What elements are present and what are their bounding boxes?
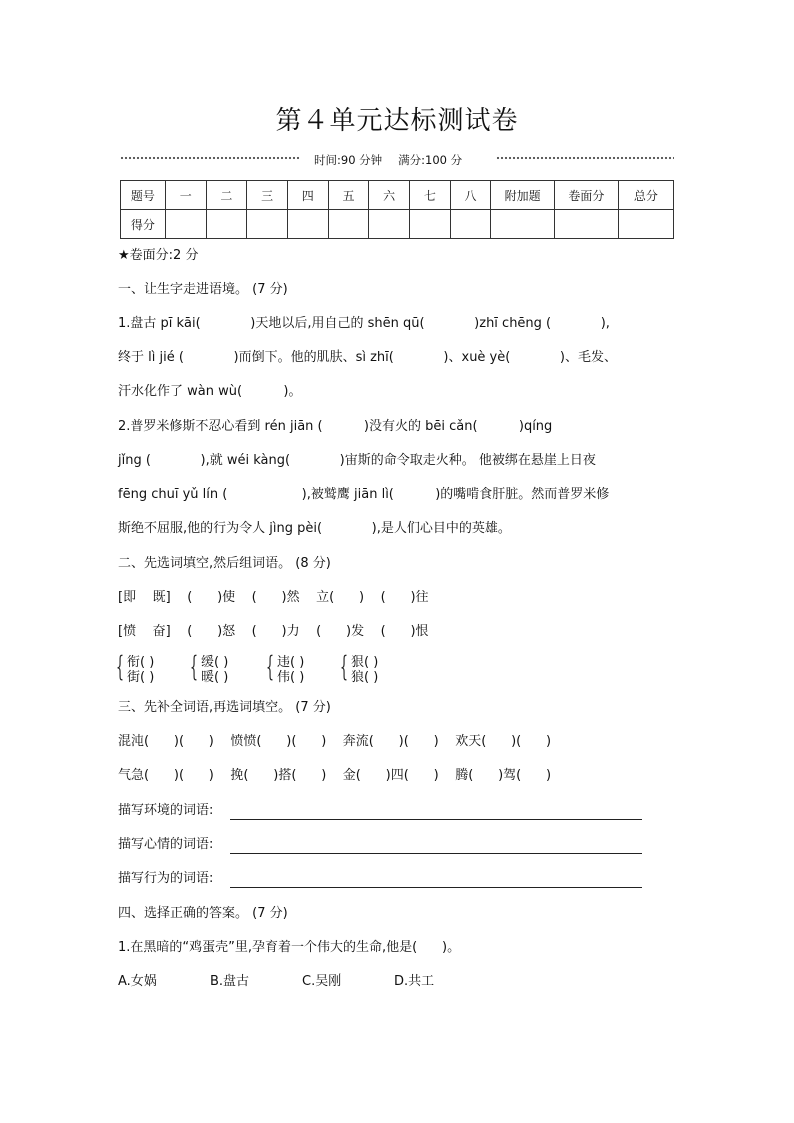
score-cell[interactable] <box>206 210 247 239</box>
action-words-answer-line[interactable] <box>230 887 642 888</box>
score-cell[interactable] <box>287 210 328 239</box>
s1-line-1: 1.盘古 pī kāi( )天地以后,用自己的 shēn qū( )zhī chēng ( ), <box>118 316 610 331</box>
brace-item: 狠( ) <box>351 655 379 670</box>
header-cell: 二 <box>206 181 247 210</box>
s2-line-2: [愤 奋] ( )怒 ( )力 ( )发 ( )恨 <box>118 624 429 639</box>
brace-item: 街( ) <box>127 670 155 685</box>
score-cell[interactable] <box>618 210 673 239</box>
action-words-label: 描写行为的词语: <box>118 871 214 886</box>
score-cell[interactable] <box>555 210 619 239</box>
header-cell: 四 <box>287 181 328 210</box>
curly-brace-icon: { <box>116 650 125 683</box>
score-cell[interactable] <box>450 210 491 239</box>
header-cell: 卷面分 <box>555 181 619 210</box>
score-cell[interactable] <box>328 210 369 239</box>
curly-brace-icon: { <box>190 650 199 683</box>
brace-item: 狼( ) <box>351 670 379 685</box>
mood-words-label: 描写心情的词语: <box>118 837 214 852</box>
meta-text <box>314 152 462 168</box>
brace-item: 暖( ) <box>201 670 229 685</box>
s1-line-6: fēng chuī yǔ lín ( ),被鹫鹰 jiān lì( )的嘴啃食肝脏。然而普罗米修 <box>118 487 610 502</box>
header-cell: 总分 <box>618 181 673 210</box>
s1-line-2: 终于 lì jié ( )而倒下。他的肌肤、sì zhī( )、xuè yè( )、毛发、 <box>118 350 617 365</box>
s4-question-1: 1.在黑暗的“鸡蛋壳”里,孕育着一个伟大的生命,他是( )。 <box>118 940 461 955</box>
score-cell[interactable] <box>491 210 555 239</box>
brace-item: 违( ) <box>277 655 305 670</box>
option-c[interactable]: C.吴刚 <box>302 974 342 989</box>
header-cell: 一 <box>165 181 206 210</box>
s1-line-7: 斯绝不屈服,他的行为令人 jìng pèi( ),是人们心目中的英雄。 <box>118 521 511 536</box>
brace-item: 衔( ) <box>127 655 155 670</box>
header-cell: 附加题 <box>491 181 555 210</box>
score-table-header-row <box>121 181 674 210</box>
curly-brace-icon: { <box>340 650 349 683</box>
section-1-heading: 一、让生字走进语境。 (7 分) <box>118 282 288 297</box>
env-words-answer-line[interactable] <box>230 819 642 820</box>
brace-group-2 <box>190 650 229 685</box>
score-table-score-row <box>121 210 674 239</box>
header-cell: 三 <box>247 181 288 210</box>
row-label: 得分 <box>121 210 166 239</box>
score-cell[interactable] <box>165 210 206 239</box>
mood-words-answer-line[interactable] <box>230 853 642 854</box>
header-cell: 题号 <box>121 181 166 210</box>
option-a[interactable]: A.女娲 <box>118 974 157 989</box>
s3-line-2: 气急( )( ) 挽( )搭( ) 金( )四( ) 腾( )驾( ) <box>118 768 552 783</box>
option-b[interactable]: B.盘古 <box>210 974 250 989</box>
section-2-heading: 二、先选词填空,然后组词语。 (8 分) <box>118 556 331 571</box>
header-cell: 六 <box>369 181 410 210</box>
env-words-label: 描写环境的词语: <box>118 803 214 818</box>
brace-group-1 <box>116 650 155 685</box>
score-cell[interactable] <box>409 210 450 239</box>
exam-meta <box>120 152 674 166</box>
header-cell: 七 <box>409 181 450 210</box>
s1-line-5: jǐng ( ),就 wéi kàng( )宙斯的命令取走火种。 他被绑在悬崖上日夜 <box>118 453 596 468</box>
time-limit: 时间:90 分钟 <box>314 153 383 167</box>
wavy-divider-right <box>496 156 674 161</box>
brace-group-3 <box>266 650 305 685</box>
header-cell: 五 <box>328 181 369 210</box>
s2-line-1: [即 既] ( )使 ( )然 立( ) ( )往 <box>118 590 429 605</box>
neatness-note: ★卷面分:2 分 <box>118 248 199 263</box>
page-title: 第４单元达标测试卷 <box>275 106 519 136</box>
s1-line-4: 2.普罗米修斯不忍心看到 rén jiān ( )没有火的 bēi cǎn( )qíng <box>118 419 553 434</box>
section-3-heading: 三、先补全词语,再选词填空。 (7 分) <box>118 700 331 715</box>
score-table <box>120 180 674 239</box>
s1-line-3: 汗水化作了 wàn wù( )。 <box>118 384 302 399</box>
curly-brace-icon: { <box>266 650 275 683</box>
header-cell: 八 <box>450 181 491 210</box>
section-4-heading: 四、选择正确的答案。 (7 分) <box>118 906 288 921</box>
brace-item: 缓( ) <box>201 655 229 670</box>
brace-item: 伟( ) <box>277 670 305 685</box>
option-d[interactable]: D.共工 <box>394 974 435 989</box>
brace-group-4 <box>340 650 379 685</box>
score-cell[interactable] <box>369 210 410 239</box>
score-cell[interactable] <box>247 210 288 239</box>
s3-line-1: 混沌( )( ) 愤愤( )( ) 奔流( )( ) 欢天( )( ) <box>118 734 552 749</box>
wavy-divider-left <box>120 156 300 161</box>
full-score: 满分:100 分 <box>398 153 463 167</box>
